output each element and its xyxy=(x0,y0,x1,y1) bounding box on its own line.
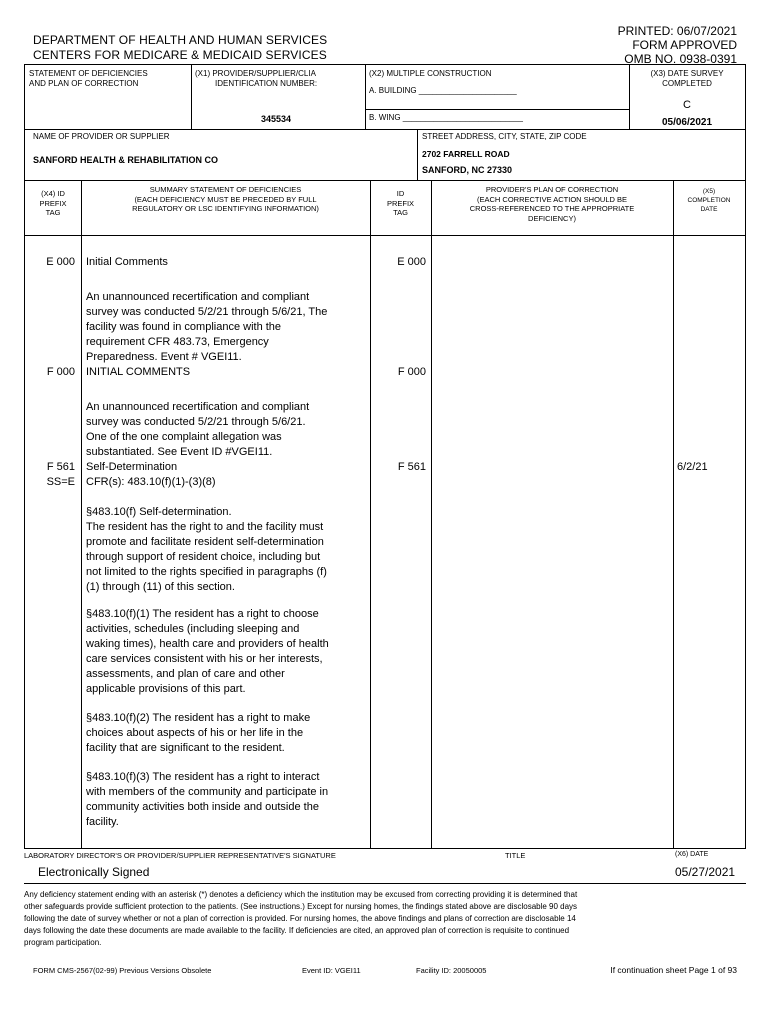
form-approved: FORM APPROVED xyxy=(632,38,737,52)
plan-header: PROVIDER'S PLAN OF CORRECTION (EACH CORRECTIVE ACTION SHOULD BE CROSS-REFERENCED TO THE APPROPRIATE DEFICIENCY) xyxy=(469,185,635,223)
x3-label: (X3) DATE SURVEY COMPLETED xyxy=(650,69,724,88)
tag-f561: F 561 xyxy=(46,461,75,473)
paragraph-483-10f: §483.10(f) Self-determination. The resident has the right to and the facility must promote and facilitate resident self-determination through support of resident choice, including but not limited to the rights specified in paragraphs (f) (1) through (11) of this section. xyxy=(86,506,327,593)
provider-name-label: NAME OF PROVIDER OR SUPPLIER xyxy=(33,132,170,141)
paragraph-483-10f3: §483.10(f)(3) The resident has a right to interact with members of the community and participate in community activities both inside and outside the facility. xyxy=(86,771,329,828)
form-info xyxy=(618,24,737,66)
signature-row xyxy=(24,849,746,884)
building-field: A. BUILDING ______________________ xyxy=(369,86,517,95)
x4-header: (X4) ID PREFIX TAG xyxy=(39,189,67,217)
f561-title: Self-Determination xyxy=(86,461,178,473)
form-number: FORM CMS-2567(02-99) Previous Versions Obsolete xyxy=(33,966,212,975)
event-id: Event ID: VGEI11 xyxy=(302,966,361,975)
e000-title: Initial Comments xyxy=(86,256,168,268)
x2-label: (X2) MULTIPLE CONSTRUCTION xyxy=(369,69,492,78)
right-tag-f561: F 561 xyxy=(397,461,426,473)
tag-f000: F 000 xyxy=(46,366,75,378)
summary-header: SUMMARY STATEMENT OF DEFICIENCIES (EACH DEFICIENCY MUST BE PRECEDED BY FULL REGULATORY OR LSC IDENTIFYING INFORMATION) xyxy=(132,185,319,213)
f000-text: An unannounced recertification and compliant survey was conducted 5/2/21 through 5/6/21. One of the one complaint allegation was substantiated. See Event ID #VGEI11. xyxy=(86,401,310,458)
survey-date: 05/06/2021 xyxy=(661,117,713,128)
survey-code: C xyxy=(683,99,691,111)
provider-box xyxy=(24,129,746,181)
top-info-box xyxy=(24,64,746,130)
x1-label: (X1) PROVIDER/SUPPLIER/CLIA IDENTIFICATION NUMBER: xyxy=(195,69,318,88)
centers-name: CENTERS FOR MEDICARE & MEDICAID SERVICES xyxy=(33,48,327,62)
city-state-zip: SANFORD, NC 27330 xyxy=(422,165,513,175)
title-label: TITLE xyxy=(505,851,526,860)
signature-label: LABORATORY DIRECTOR'S OR PROVIDER/SUPPLIER REPRESENTATIVE'S SIGNATURE xyxy=(24,851,336,860)
printed-date: PRINTED: 06/07/2021 xyxy=(617,24,737,38)
right-tag-f000: F 000 xyxy=(397,366,426,378)
f000-title: INITIAL COMMENTS xyxy=(86,366,191,378)
signature-date: 05/27/2021 xyxy=(675,865,736,879)
paragraph-483-10f1: §483.10(f)(1) The resident has a right to choose activities, schedules (including sleeping and waking times), health care and providers of health care services consistent with his or her interests, assessments, and plan of care and other applicable provisions of this part. xyxy=(86,608,329,695)
right-tag-e000: E 000 xyxy=(397,256,426,268)
provider-name: SANFORD HEALTH & REHABILITATION CO xyxy=(33,155,218,165)
date-label: (X6) DATE xyxy=(675,851,709,858)
agency-header xyxy=(33,33,327,63)
disclaimer-text: Any deficiency statement ending with an asterisk (*) denotes a deficiency which the institution may be excused from correcting providing it is determined that other safeguards provide sufficient protection to the patients. (See instructions.) Except for nursing homes, the findings stated above are disclosable 90 days following the date of survey whether or not a plan of correction is provided. For nursing homes, the above findings and plans of correction are disclosable 14 days following the date these documents are made available to the facility. If deficiencies are cited, an approved plan of correction is requisite to continued program participation. xyxy=(24,890,578,947)
signature-value: Electronically Signed xyxy=(38,865,150,879)
department-name: DEPARTMENT OF HEALTH AND HUMAN SERVICES xyxy=(33,33,328,47)
f561-cfr: CFR(s): 483.10(f)(1)-(3)(8) xyxy=(86,476,216,488)
address-label: STREET ADDRESS, CITY, STATE, ZIP CODE xyxy=(422,132,587,141)
deficiency-table xyxy=(24,180,746,849)
wing-field: B. WING ___________________________ xyxy=(369,113,523,122)
facility-id: Facility ID: 20050005 xyxy=(416,966,487,975)
paragraph-483-10f2: §483.10(f)(2) The resident has a right to make choices about aspects of his or her life in the facility that are significant to the resident. xyxy=(86,712,311,754)
id-header: ID PREFIX TAG xyxy=(386,189,415,217)
provider-id-number: 345534 xyxy=(261,114,292,124)
statement-label: STATEMENT OF DEFICIENCIES AND PLAN OF CORRECTION xyxy=(29,69,148,88)
street-address: 2702 FARRELL ROAD xyxy=(422,149,510,159)
omb-number: OMB NO. 0938-0391 xyxy=(624,52,737,66)
page-indicator: If continuation sheet Page 1 of 93 xyxy=(610,965,737,975)
scope-severity: SS=E xyxy=(46,476,75,488)
e000-text: An unannounced recertification and compliant survey was conducted 5/2/21 through 5/6/21, The facility was found in compliance with the requirement CFR 483.73, Emergency Preparedness. Event # VGEI11. xyxy=(86,291,328,363)
completion-date: 6/2/21 xyxy=(677,461,708,473)
x5-header: (X5) COMPLETION DATE xyxy=(687,188,731,213)
tag-e000: E 000 xyxy=(46,256,75,268)
